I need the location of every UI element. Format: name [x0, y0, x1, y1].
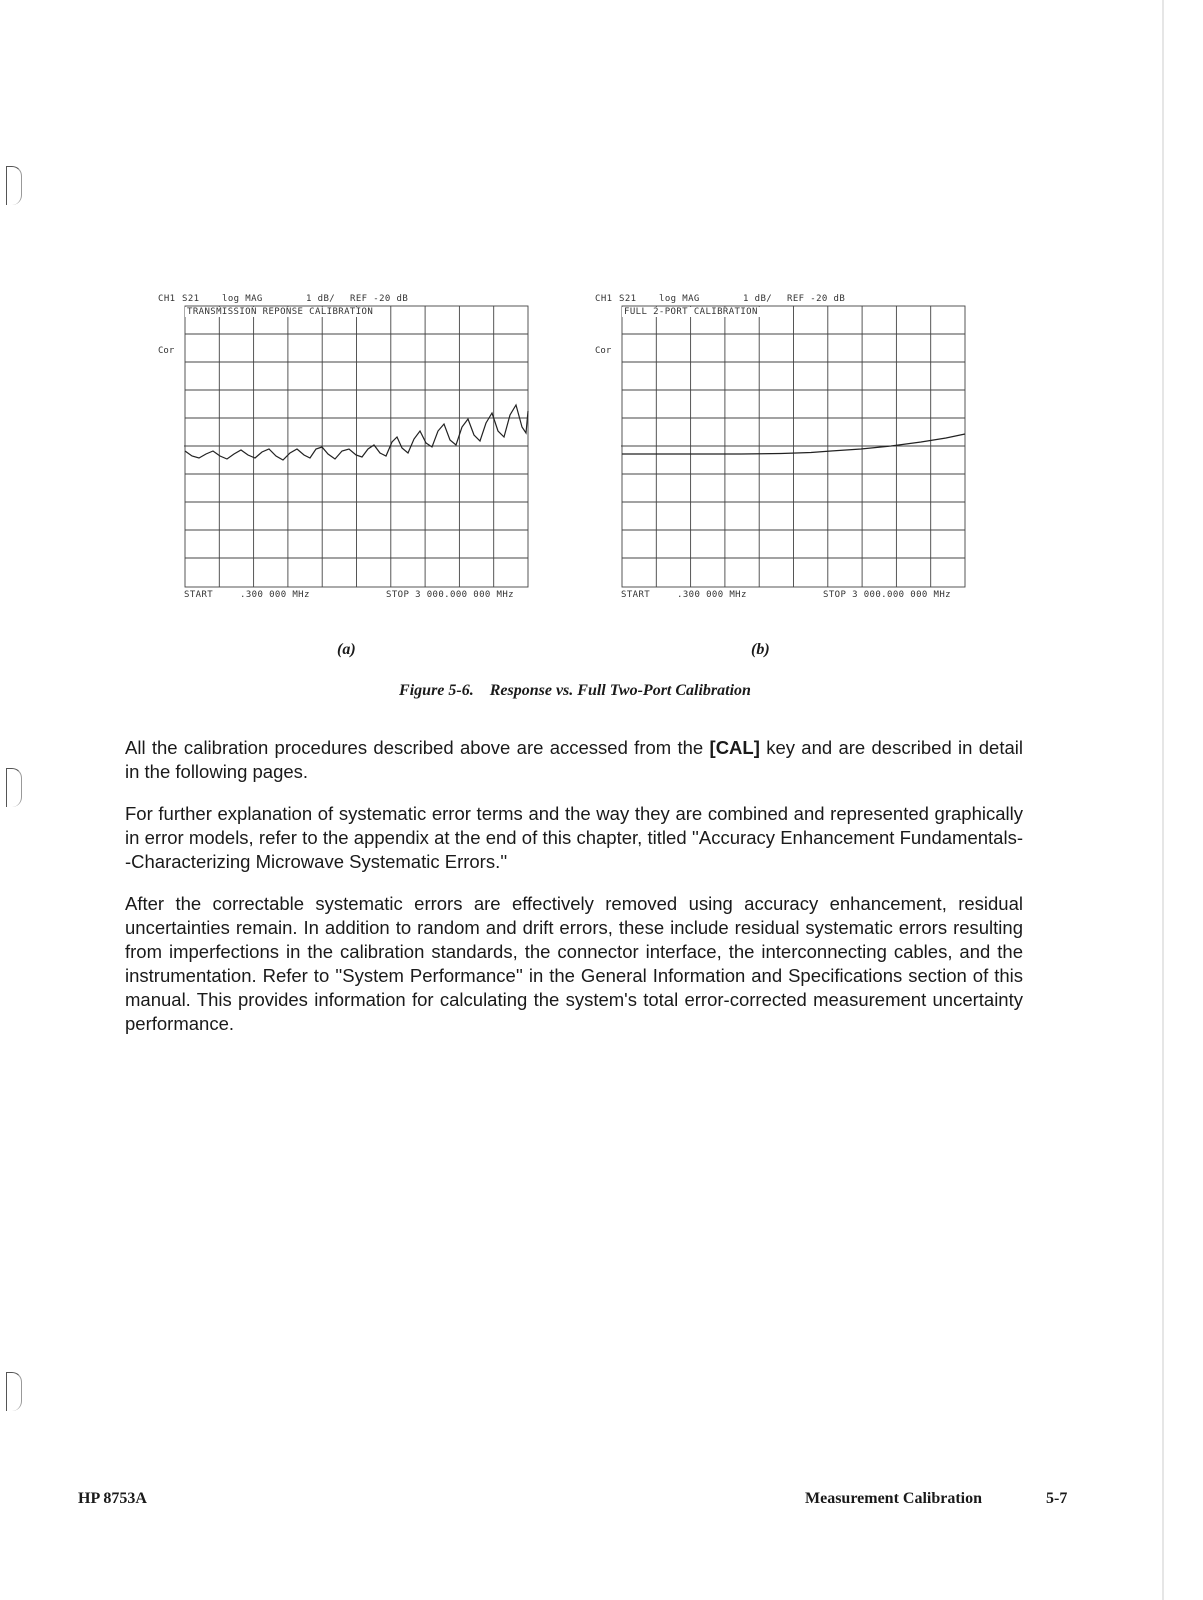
format-label: log MAG	[222, 294, 263, 304]
figure-caption	[0, 682, 1150, 700]
sublabel-a: (a)	[337, 641, 356, 658]
plot-b	[595, 292, 1035, 612]
param-label: S21	[182, 294, 200, 304]
punch-hole-mark	[6, 768, 22, 807]
param-label: S21	[619, 294, 637, 304]
footer-product: HP 8753A	[78, 1490, 147, 1507]
footer-page-number: 5-7	[1046, 1490, 1068, 1507]
plot-a-title: TRANSMISSION REPONSE CALIBRATION	[187, 307, 374, 317]
scale-label: 1 dB/	[743, 294, 773, 304]
cor-indicator: Cor	[595, 346, 612, 356]
start-label: START	[184, 590, 214, 600]
start-value: .300 000 MHz	[677, 590, 747, 600]
plot-b-title: FULL 2-PORT CALIBRATION	[624, 307, 758, 317]
paragraph-text: All the calibration procedures described above are accessed from the	[125, 737, 710, 758]
channel-label: CH1	[158, 294, 176, 304]
start-value: .300 000 MHz	[240, 590, 310, 600]
plot-b-graticule	[621, 305, 967, 589]
paragraph-1	[125, 736, 1023, 784]
stop-label: STOP 3 000.000 000 MHz	[386, 590, 515, 600]
scale-label: 1 dB/	[306, 294, 336, 304]
start-label: START	[621, 590, 651, 600]
sublabel-b: (b)	[751, 641, 770, 658]
body-text	[125, 736, 1023, 1054]
punch-hole-mark	[6, 166, 22, 205]
punch-hole-mark	[6, 1372, 22, 1411]
figure-title: Response vs. Full Two-Port Calibration	[489, 682, 751, 699]
footer-section: Measurement Calibration	[805, 1490, 983, 1507]
channel-label: CH1	[595, 294, 613, 304]
paragraph-text: key and are described in detail in the following pages.	[125, 737, 1023, 782]
ref-label: REF -20 dB	[787, 294, 846, 304]
ref-label: REF -20 dB	[350, 294, 409, 304]
figure-number: Figure 5-6.	[399, 682, 474, 699]
stop-label: STOP 3 000.000 000 MHz	[823, 590, 952, 600]
paragraph-2: For further explanation of systematic error terms and the way they are combined and represented graphically in error models, refer to the appendix at the end of this chapter, titled ''Accuracy Enhancement Fundamentals--Characterizing Microwave Systematic Errors.''	[125, 803, 1023, 872]
cor-indicator: Cor	[158, 346, 175, 356]
plot-a	[158, 292, 598, 612]
paragraph-3: After the correctable systematic errors are effectively removed using accuracy enhancement, residual uncertainties remain. In addition to random and drift errors, these include residual systematic errors resulting from imperfections in the calibration standards, the connector interface, the interconnecting cables, and the instrumentation. Refer to ''System Performance'' in the General Information and Specifications section of this manual. This provides information for calculating the system's total error-corrected measurement uncertainty performance.	[125, 893, 1023, 1034]
cal-key: [CAL]	[709, 737, 760, 758]
plot-a-graticule	[184, 305, 530, 589]
format-label: log MAG	[659, 294, 700, 304]
page-edge	[1162, 0, 1164, 1600]
